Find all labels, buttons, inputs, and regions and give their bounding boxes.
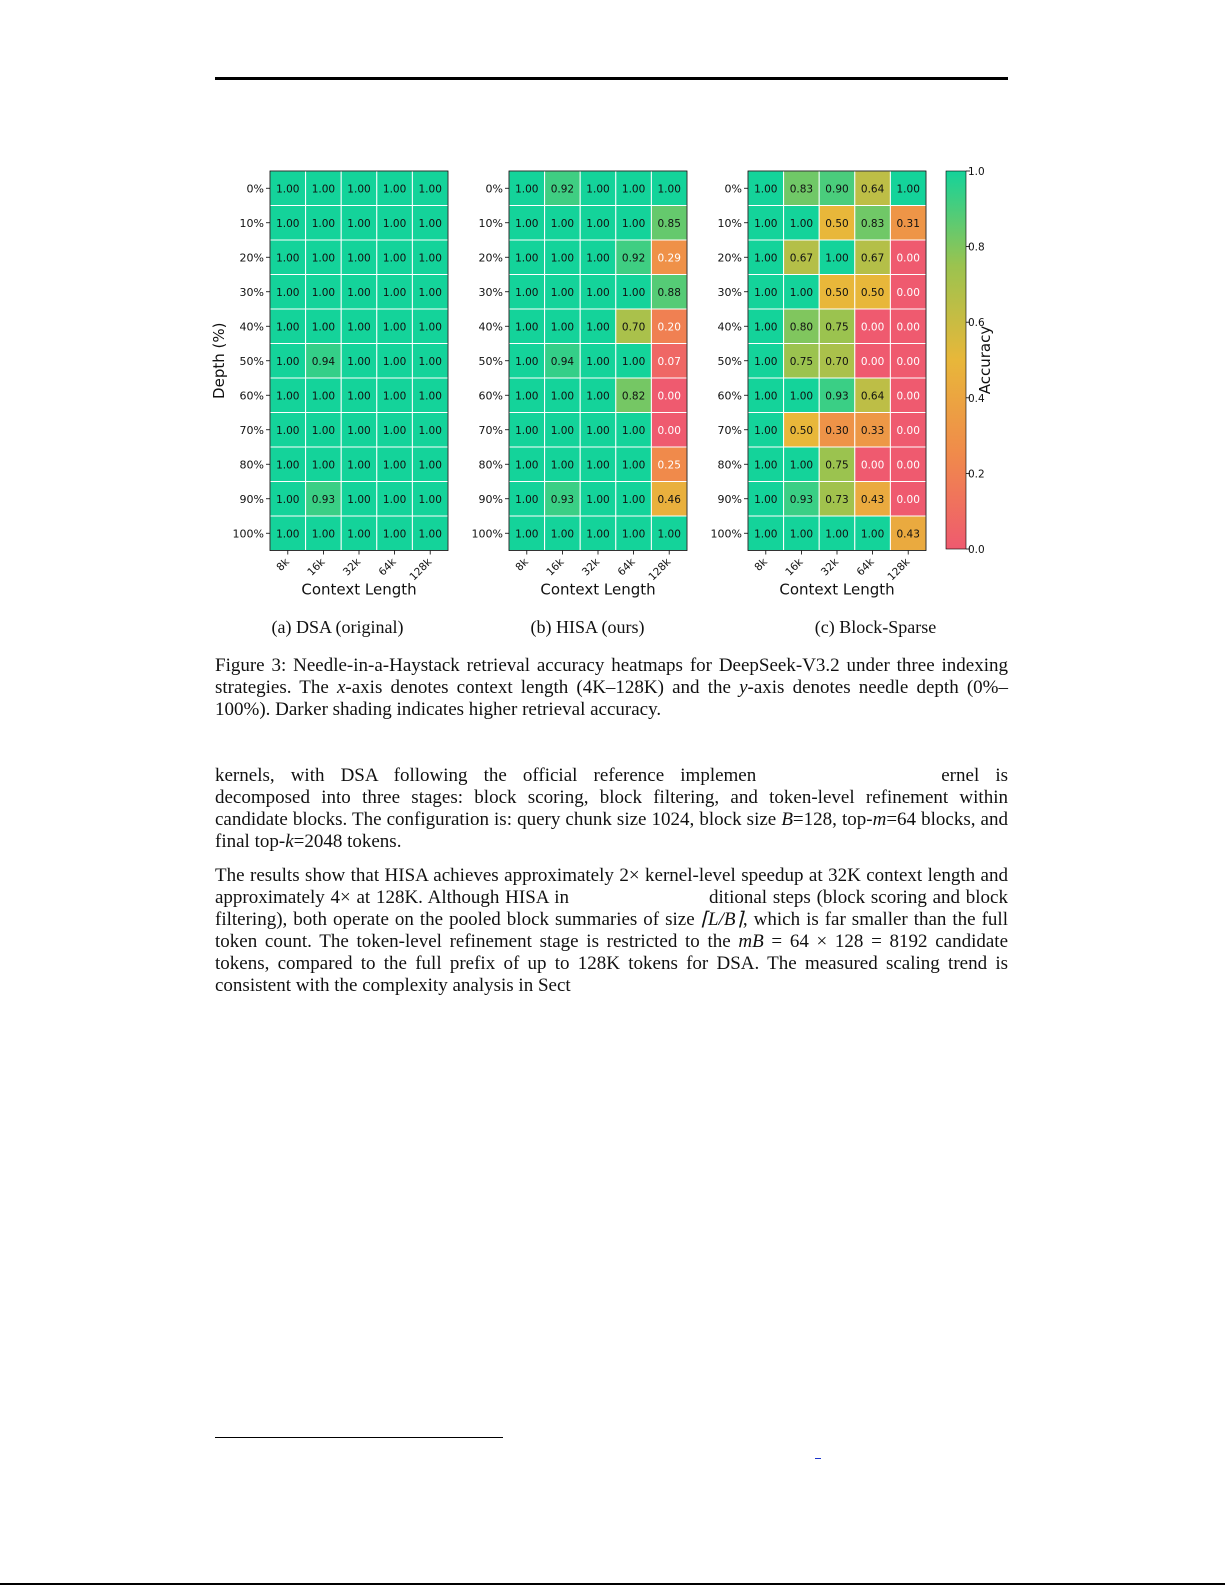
cell-value-label: 1.00 [311,424,336,437]
x-axis-label: Context Length [779,580,895,599]
cell-value-label: 1.00 [418,493,442,506]
subcaption-a: (a) DSA (original) [271,617,404,637]
cell-value-label: 1.00 [347,390,371,403]
cell-value-label: 1.00 [418,286,442,299]
cell-value-label: 1.00 [276,355,300,368]
cell-value-label: 1.00 [586,355,610,368]
cell-value-label: 1.00 [754,183,778,196]
cell-value-label: 1.00 [515,183,539,196]
y-tick-label: 20% [717,251,742,265]
cell-value-label: 1.00 [311,528,336,541]
cell-value-label: 0.25 [657,459,681,472]
cell-value-label: 1.00 [382,493,407,506]
cell-value-label: 1.00 [311,252,336,265]
y-tick-label: 20% [478,251,503,265]
x-axis-label: Context Length [301,580,417,599]
cell-value-label: 1.00 [347,183,371,196]
y-tick-label: 100% [471,527,503,541]
cell-value-label: 0.64 [860,183,885,196]
cell-value-label: 0.00 [896,355,920,368]
y-tick-label: 10% [717,216,742,230]
cell-value-label: 0.50 [825,217,849,230]
footnote-rule [215,1437,503,1438]
cell-value-label: 1.00 [621,286,646,299]
cell-value-label: 0.33 [860,424,885,437]
y-tick-label: 30% [717,285,742,299]
cell-value-label: 1.00 [382,355,407,368]
cell-value-label: 0.93 [789,493,814,506]
colorbar-tick-label: 1.0 [968,166,985,178]
cell-value-label: 1.00 [418,424,442,437]
y-tick-label: 10% [239,216,264,230]
x-tick-label: 16k [544,556,567,579]
cell-value-label: 1.00 [347,217,371,230]
cell-value-label: 0.30 [825,424,849,437]
cell-value-label: 1.00 [515,493,539,506]
cell-value-label: 0.00 [896,459,920,472]
cell-value-label: 1.00 [347,252,371,265]
y-tick-label: 60% [239,389,264,403]
cell-value-label: 1.00 [418,459,442,472]
cell-value-label: 1.00 [550,321,575,334]
cell-value-label: 1.00 [418,252,442,265]
cell-value-label: 0.07 [657,355,681,368]
cell-value-label: 0.85 [657,217,681,230]
cell-value-label: 0.75 [825,459,849,472]
cell-value-label: 1.00 [586,528,610,541]
cell-value-label: 1.00 [896,183,920,196]
cell-value-label: 1.00 [515,321,539,334]
header-rule [215,77,1008,80]
cell-value-label: 1.00 [347,424,371,437]
cell-value-label: 1.00 [550,286,575,299]
cell-value-label: 1.00 [825,252,849,265]
cell-value-label: 1.00 [382,459,407,472]
y-tick-label: 80% [239,458,264,472]
y-tick-label: 70% [239,423,264,437]
cell-value-label: 1.00 [311,217,336,230]
cell-value-label: 1.00 [418,217,442,230]
cell-value-label: 1.00 [789,390,814,403]
cell-value-label: 1.00 [657,183,681,196]
cell-value-label: 0.00 [657,390,681,403]
cell-value-label: 0.29 [657,252,681,265]
y-tick-label: 60% [717,389,742,403]
cell-value-label: 1.00 [276,528,300,541]
y-tick-label: 50% [478,354,503,368]
colorbar-tick-label: 0.4 [968,392,985,405]
y-tick-label: 0% [724,182,742,196]
cell-value-label: 1.00 [621,459,646,472]
paragraph-kernels: kernels, with DSA following the official reference implemen ernel is decomposed into three stages: block scoring, block filtering, and token-level refinement within candidate blocks. The configuration is: query chunk size 1024, block size B=128, top-m=64 blocks, and final top-k=2048 tokens. [215,765,1008,852]
cell-value-label: 1.00 [550,390,575,403]
cell-value-label: 1.00 [621,424,646,437]
cell-value-label: 1.00 [789,286,814,299]
cell-value-label: 1.00 [657,528,681,541]
cell-value-label: 1.00 [621,217,646,230]
cell-value-label: 1.00 [586,217,610,230]
cell-value-label: 1.00 [515,355,539,368]
cell-value-label: 1.00 [825,528,849,541]
x-tick-label: 128k [646,556,674,584]
cell-value-label: 0.50 [825,286,849,299]
cell-value-label: 1.00 [515,286,539,299]
y-tick-label: 60% [478,389,503,403]
y-tick-label: 100% [232,527,264,541]
cell-value-label: 1.00 [418,528,442,541]
cell-value-label: 0.83 [789,183,814,196]
cell-value-label: 1.00 [550,528,575,541]
cell-value-label: 0.94 [550,355,575,368]
cell-value-label: 0.00 [860,355,885,368]
cell-value-label: 1.00 [347,286,371,299]
x-tick-label: 8k [274,556,292,574]
cell-value-label: 1.00 [515,390,539,403]
x-tick-label: 16k [305,556,328,579]
cell-value-label: 1.00 [860,528,885,541]
y-tick-label: 20% [239,251,264,265]
y-tick-label: 50% [717,354,742,368]
cell-value-label: 1.00 [515,252,539,265]
figure-caption: Figure 3: Needle-in-a-Haystack retrieval accuracy heatmaps for DeepSeek-V3.2 under three indexing strategies. The x-axis denotes context length (4K–128K) and the y-axis denotes needle depth (0%–100%). Darker shading indicates higher retrieval accuracy. [215,655,1008,720]
cell-value-label: 0.92 [621,252,646,265]
x-tick-label: 64k [854,556,877,579]
y-tick-label: 90% [717,492,742,506]
x-tick-label: 32k [818,556,842,579]
cell-value-label: 1.00 [382,252,407,265]
x-tick-label: 64k [615,556,638,579]
cell-value-label: 1.00 [754,528,778,541]
x-tick-label: 32k [340,556,364,579]
cell-value-label: 1.00 [586,183,610,196]
cell-value-label: 1.00 [754,286,778,299]
cell-value-label: 1.00 [311,321,336,334]
cell-value-label: 1.00 [311,286,336,299]
cell-value-label: 1.00 [550,459,575,472]
cell-value-label: 1.00 [515,424,539,437]
cell-value-label: 1.00 [276,252,300,265]
x-tick-label: 8k [513,556,531,574]
y-tick-label: 70% [717,423,742,437]
cell-value-label: 1.00 [550,252,575,265]
cell-value-label: 1.00 [586,459,610,472]
cell-value-label: 0.67 [789,252,814,265]
heatmap-figure [210,160,1010,610]
y-tick-label: 80% [478,458,503,472]
colorbar-tick-label: 0.2 [968,468,985,481]
y-tick-label: 40% [717,320,742,334]
y-tick-label: 90% [239,492,264,506]
cell-value-label: 0.94 [311,355,336,368]
cell-value-label: 1.00 [382,286,407,299]
cell-value-label: 1.00 [418,355,442,368]
x-tick-label: 128k [407,556,435,584]
y-tick-label: 0% [485,182,503,196]
cell-value-label: 0.00 [896,252,920,265]
cell-value-label: 0.75 [789,355,814,368]
cell-value-label: 1.00 [550,424,575,437]
cell-value-label: 1.00 [789,528,814,541]
cell-value-label: 1.00 [276,459,300,472]
y-tick-label: 100% [710,527,742,541]
x-axis-label: Context Length [540,580,656,599]
cell-value-label: 1.00 [276,424,300,437]
y-tick-label: 50% [239,354,264,368]
subcaption-b: (b) HISA (ours) [530,617,645,637]
cell-value-label: 1.00 [382,183,407,196]
x-tick-label: 64k [376,556,399,579]
cell-value-label: 0.64 [860,390,885,403]
cell-value-label: 1.00 [754,424,778,437]
cell-value-label: 1.00 [347,321,371,334]
subcaption-c: (c) Block-Sparse [814,617,937,637]
cell-value-label: 0.93 [311,493,336,506]
cell-value-label: 1.00 [382,321,407,334]
cell-value-label: 1.00 [276,493,300,506]
cell-value-label: 0.20 [657,321,681,334]
y-tick-label: 40% [239,320,264,334]
x-tick-label: 8k [752,556,770,574]
colorbar [946,171,966,549]
cell-value-label: 1.00 [382,217,407,230]
cell-value-label: 0.00 [896,390,920,403]
cell-value-label: 1.00 [276,390,300,403]
cell-value-label: 0.50 [860,286,885,299]
cell-value-label: 1.00 [621,183,646,196]
cell-value-label: 0.00 [896,286,920,299]
y-axis-label: Depth (%) [210,322,228,399]
cell-value-label: 1.00 [754,252,778,265]
cell-value-label: 1.00 [418,390,442,403]
cell-value-label: 0.00 [860,321,885,334]
cell-value-label: 1.00 [621,355,646,368]
cell-value-label: 1.00 [347,459,371,472]
cell-value-label: 0.75 [825,321,849,334]
cell-value-label: 0.31 [896,217,920,230]
x-tick-label: 16k [783,556,806,579]
cell-value-label: 1.00 [347,355,371,368]
cell-value-label: 0.93 [825,390,849,403]
cell-value-label: 1.00 [418,183,442,196]
cell-value-label: 0.00 [896,321,920,334]
y-tick-label: 70% [478,423,503,437]
cell-value-label: 1.00 [311,459,336,472]
x-tick-label: 128k [885,556,913,584]
y-tick-label: 80% [717,458,742,472]
cell-value-label: 1.00 [276,286,300,299]
footnote-link-mark [815,1458,821,1459]
cell-value-label: 0.00 [896,424,920,437]
cell-value-label: 1.00 [515,217,539,230]
cell-value-label: 0.43 [860,493,885,506]
cell-value-label: 0.00 [657,424,681,437]
cell-value-label: 1.00 [586,252,610,265]
cell-value-label: 1.00 [754,355,778,368]
colorbar-tick-label: 0.8 [968,241,985,254]
cell-value-label: 1.00 [515,459,539,472]
cell-value-label: 1.00 [754,390,778,403]
cell-value-label: 1.00 [418,321,442,334]
cell-value-label: 1.00 [754,459,778,472]
y-tick-label: 30% [478,285,503,299]
cell-value-label: 0.88 [657,286,681,299]
cell-value-label: 0.82 [621,390,646,403]
cell-value-label: 0.70 [621,321,646,334]
cell-value-label: 1.00 [311,390,336,403]
cell-value-label: 0.92 [550,183,575,196]
cell-value-label: 0.43 [896,528,920,541]
cell-value-label: 1.00 [586,286,610,299]
cell-value-label: 1.00 [347,528,371,541]
cell-value-label: 1.00 [382,424,407,437]
cell-value-label: 1.00 [382,390,407,403]
cell-value-label: 1.00 [276,183,300,196]
cell-value-label: 0.90 [825,183,849,196]
cell-value-label: 0.83 [860,217,885,230]
cell-value-label: 1.00 [276,321,300,334]
cell-value-label: 0.93 [550,493,575,506]
y-tick-label: 30% [239,285,264,299]
cell-value-label: 0.46 [657,493,681,506]
cell-value-label: 1.00 [515,528,539,541]
cell-value-label: 0.00 [860,459,885,472]
colorbar-tick-label: 0.6 [968,317,985,330]
paragraph-results: The results show that HISA achieves approximately 2× kernel-level speedup at 32K context length and approximately 4× at 128K. Although HISA in ditional steps (block scoring and block filtering), both operate on the pooled block summaries of size ⌈L/B⌉, which is far smaller than the full token count. The token-level refinement stage is restricted to the mB = 64 × 128 = 8192 candidate tokens, compared to the full prefix of up to 128K tokens for DSA. The measured scaling trend is consistent with the complexity analysis in Sect [215,865,1008,996]
y-tick-label: 0% [246,182,264,196]
cell-value-label: 0.70 [825,355,849,368]
cell-value-label: 0.00 [896,493,920,506]
cell-value-label: 1.00 [754,493,778,506]
y-tick-label: 90% [478,492,503,506]
cell-value-label: 1.00 [789,459,814,472]
cell-value-label: 1.00 [754,321,778,334]
cell-value-label: 1.00 [311,183,336,196]
cell-value-label: 0.73 [825,493,849,506]
cell-value-label: 1.00 [586,424,610,437]
cell-value-label: 1.00 [621,493,646,506]
cell-value-label: 1.00 [754,217,778,230]
y-tick-label: 10% [478,216,503,230]
cell-value-label: 0.67 [860,252,885,265]
cell-value-label: 1.00 [347,493,371,506]
cell-value-label: 1.00 [276,217,300,230]
cell-value-label: 1.00 [789,217,814,230]
colorbar-tick-label: 0.0 [968,544,985,556]
y-tick-label: 40% [478,320,503,334]
cell-value-label: 0.50 [789,424,814,437]
cell-value-label: 1.00 [382,528,407,541]
cell-value-label: 1.00 [586,390,610,403]
cell-value-label: 1.00 [550,217,575,230]
cell-value-label: 1.00 [621,528,646,541]
cell-value-label: 0.80 [789,321,814,334]
cell-value-label: 1.00 [586,321,610,334]
colorbar-label: Accuracy [976,325,994,395]
cell-value-label: 1.00 [586,493,610,506]
x-tick-label: 32k [579,556,603,579]
